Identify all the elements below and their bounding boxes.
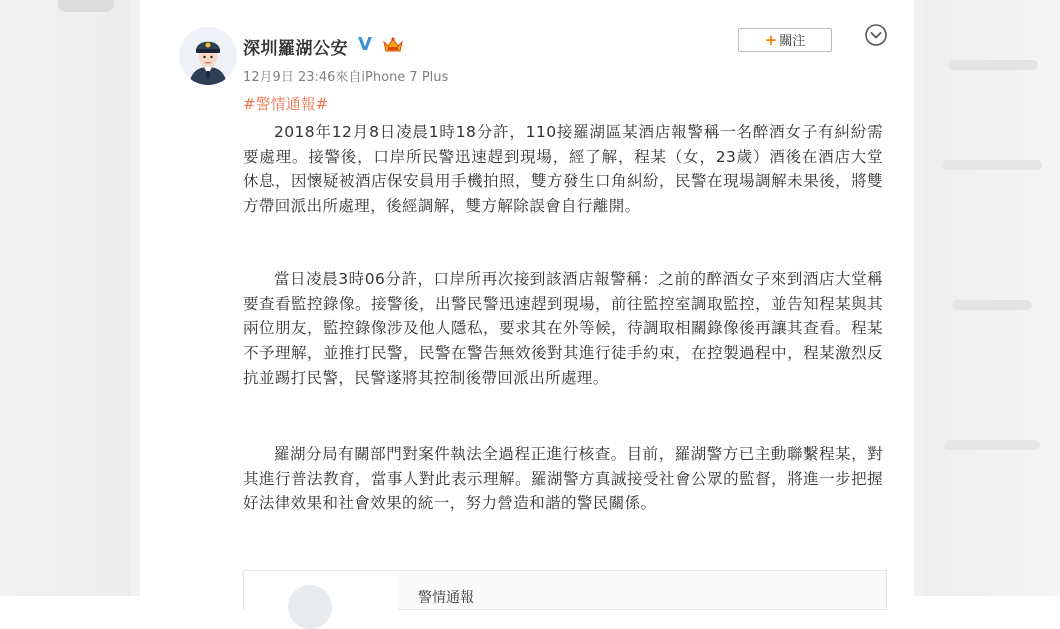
hashtag-link[interactable]: #警情通報#	[243, 95, 329, 113]
follow-label: 關注	[779, 34, 806, 49]
blurred-element	[944, 440, 1040, 450]
post-paragraph: 羅湖分局有關部門對案件執法全過程正進行核查。目前，羅湖警方已主動聯繫程某，對其進行普法教育，當事人對此表示理解。羅湖警方真誠接受社會公眾的監督，將進一步把握好法律效果和社會效果的統一，努力營造和諧的警民關係。	[243, 445, 883, 513]
chevron-down-icon[interactable]	[864, 23, 888, 47]
repost-card[interactable]	[243, 570, 887, 610]
follow-button[interactable]	[738, 28, 832, 52]
background-left	[0, 0, 130, 596]
blurred-element	[58, 0, 114, 12]
verified-icon: V	[358, 34, 372, 55]
blurred-element	[948, 60, 1038, 70]
post-paragraph: 當日凌晨3時06分許，口岸所再次接到該酒店報警稱：之前的醉酒女子來到酒店大堂稱要查看監控錄像。接警後，出警民警迅速趕到現場，前往監控室調取監控，並告知程某與其兩位朋友，監控錄像涉及他人隱私，要求其在外等候，待調取相關錄像後再讓其查看。程某不予理解，並推打民警，民警在警告無效後對其進行徒手約束，在控製過程中，程某激烈反抗並踢打民警，民警遂將其控制後帶回派出所處理。	[243, 270, 883, 387]
crown-icon	[382, 36, 404, 54]
plus-icon: +	[764, 31, 778, 49]
author-name[interactable]: 深圳羅湖公安	[243, 39, 348, 59]
weibo-post-card	[130, 0, 924, 606]
author-avatar[interactable]	[179, 27, 237, 85]
post-timestamp[interactable]: 12月9日 23:46	[243, 70, 336, 85]
police-avatar-icon	[179, 27, 237, 85]
blurred-element	[942, 160, 1042, 170]
repost-title: 警情通報	[418, 590, 474, 606]
post-source[interactable]: 來自iPhone 7 Plus	[335, 70, 449, 85]
post-meta	[243, 66, 448, 85]
post-paragraph: 2018年12月8日凌晨1時18分許，110接羅湖區某酒店報警稱一名醉酒女子有糾紛需要處理。接警後，口岸所民警迅速趕到現場，經了解，程某（女，23歲）酒後在酒店大堂休息，因懷疑被酒店保安員用手機拍照，雙方發生口角糾紛，民警在現場調解未果後，將雙方帶回派出所處理，後經調解，雙方解除誤會自行離開。	[243, 123, 883, 216]
blurred-element	[952, 300, 1032, 310]
repost-thumbnail	[244, 571, 398, 611]
repost-avatar	[288, 585, 332, 629]
background-right	[924, 0, 1060, 596]
